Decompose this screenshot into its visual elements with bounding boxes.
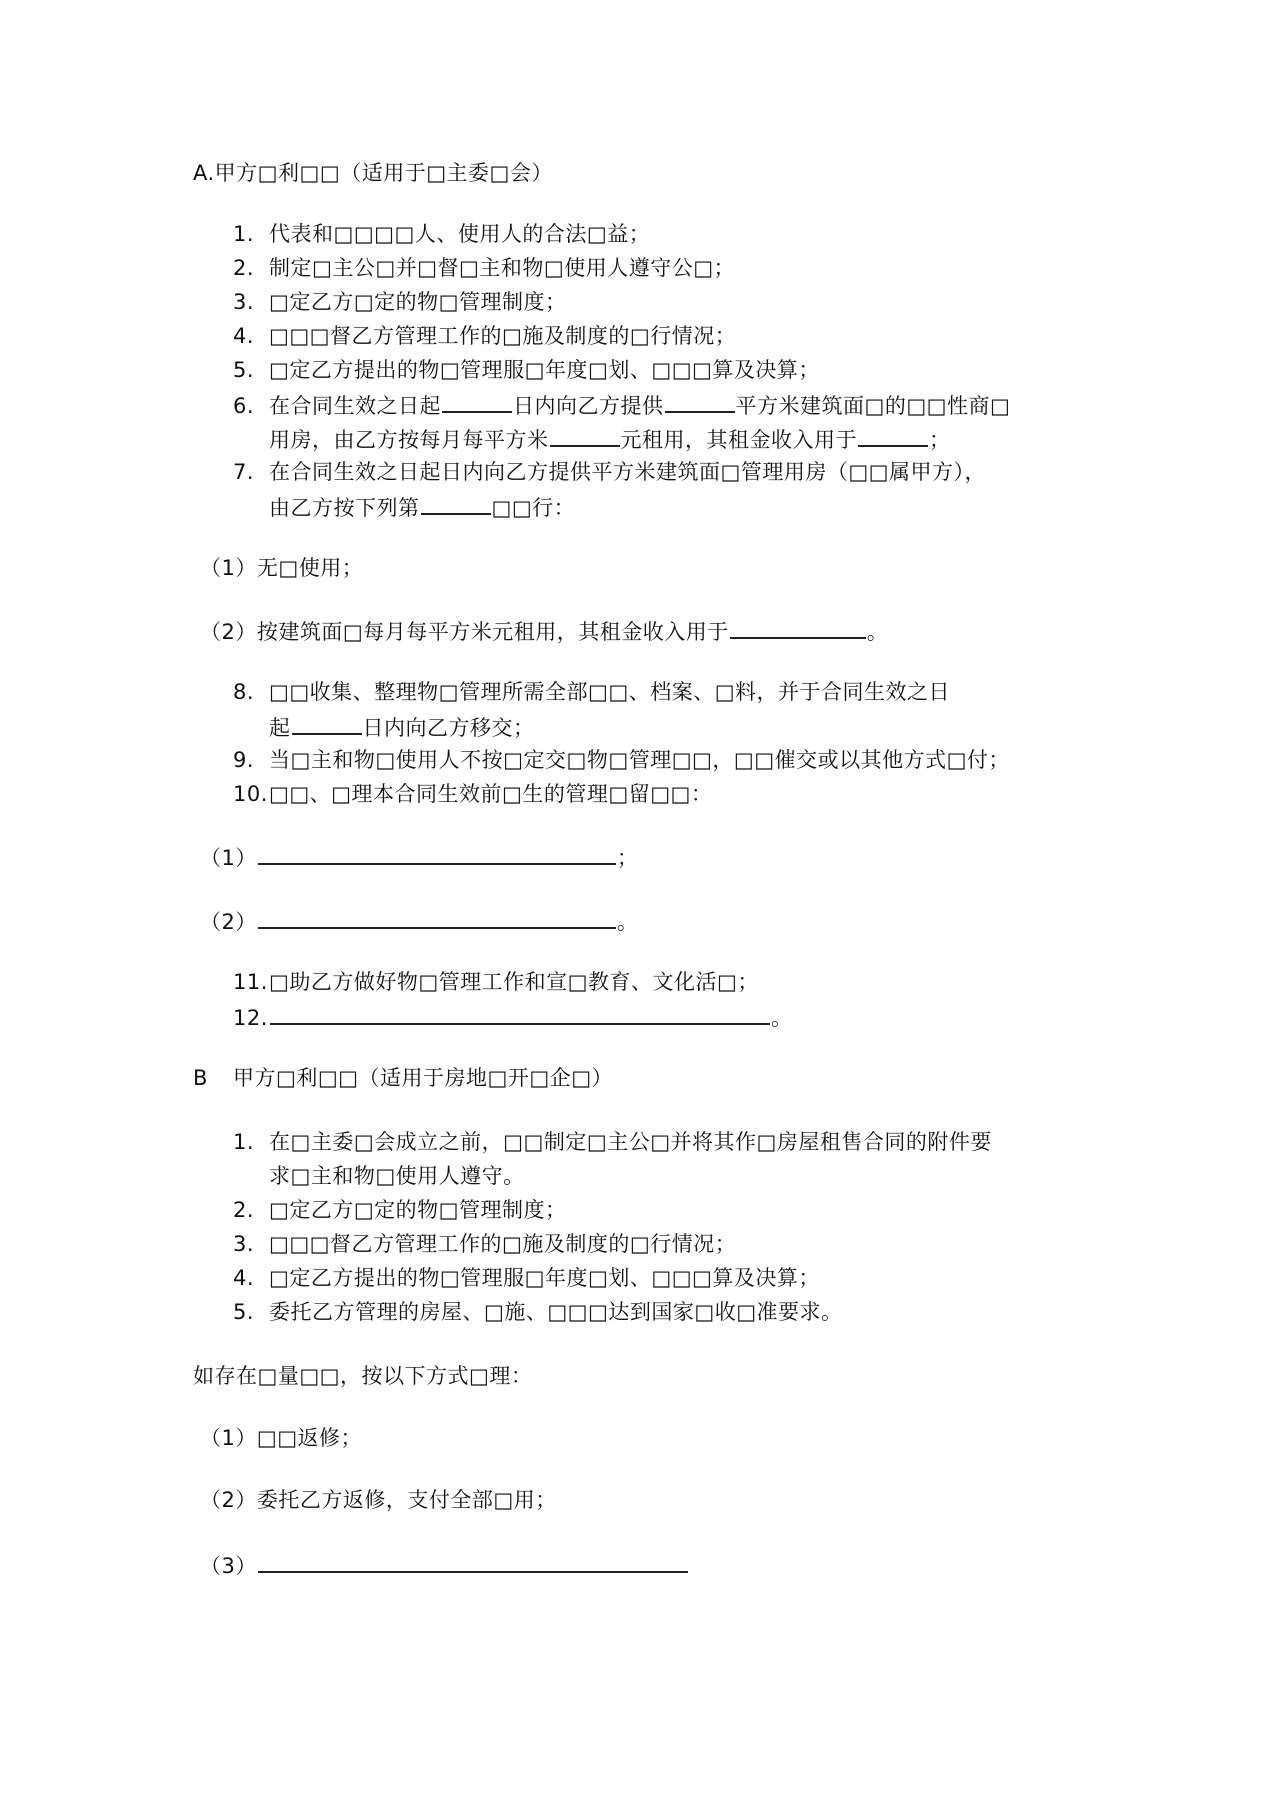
item-text: 用房，由乙方按每月每平方米 — [269, 428, 549, 452]
b-item-5 — [233, 1297, 843, 1327]
option-text: 无□使用； — [256, 556, 364, 580]
option-text: 委托乙方返修，支付全部□用； — [256, 1488, 557, 1512]
item-text: □□、□理本合同生效前□生的管理□留□□： — [269, 782, 713, 806]
fill-blank-issue-2[interactable] — [258, 905, 616, 929]
section-letter: B — [193, 1066, 208, 1090]
item-number: 2. — [233, 1198, 255, 1222]
a-item-11 — [233, 967, 759, 997]
a-item-7-line-2 — [269, 491, 575, 523]
fill-blank-item-12[interactable] — [270, 1001, 770, 1025]
heading-text: 甲方□利□□（适用于房地□开□企□） — [233, 1066, 614, 1090]
option-text: □□返修； — [256, 1426, 363, 1450]
a-item-2 — [233, 253, 735, 283]
a-item-10 — [233, 779, 712, 809]
item-text: □助乙方做好物□管理工作和宣□教育、文化活□； — [269, 970, 759, 994]
option-number: （1） — [200, 556, 257, 580]
item-number: 3. — [233, 1232, 255, 1256]
item-number: 2. — [233, 256, 255, 280]
fill-blank-rent[interactable] — [550, 423, 620, 447]
item-number: 6. — [233, 394, 255, 418]
option-number: （2） — [200, 620, 257, 644]
b-item-1-line-2: 求□主和物□使用人遵守。 — [269, 1164, 525, 1188]
fill-blank-days[interactable] — [292, 711, 362, 735]
item-text: 制定□主公□并□督□主和物□使用人遵守公□； — [269, 256, 736, 280]
item-text: 由乙方按下列第 — [269, 496, 420, 520]
option-number: （1） — [200, 846, 257, 870]
fill-blank-days[interactable] — [442, 389, 512, 413]
punctuation: 。 — [771, 1006, 793, 1030]
a-item-5 — [233, 355, 820, 385]
fill-blank-issue-1[interactable] — [258, 841, 616, 865]
item-text: 起 — [269, 716, 291, 740]
item-text: 平方米建筑面□的□□性商□ — [735, 394, 1011, 418]
item-number: 4. — [233, 324, 255, 348]
item-number: 10. — [233, 782, 268, 806]
item-text: □定乙方□定的物□管理制度； — [269, 290, 567, 314]
item-text: □定乙方提出的物□管理服□年度□划、□□□算及决算； — [269, 358, 820, 382]
a-item-8-line-1 — [233, 677, 950, 707]
fill-blank-usage[interactable] — [858, 423, 928, 447]
section-b-heading — [193, 1063, 613, 1093]
quality-option-2 — [200, 1485, 557, 1515]
item-text: 在合同生效之日起日内向乙方提供平方米建筑面□管理用房（□□属甲方）， — [269, 460, 987, 484]
item-number: 7. — [233, 460, 255, 484]
item-text: 在□主委□会成立之前，□□制定□主公□并将其作□房屋租售合同的附件要 — [269, 1130, 992, 1154]
fill-blank-quality-other[interactable] — [258, 1549, 688, 1573]
item-text: 日内向乙方提供 — [513, 394, 664, 418]
b-item-2 — [233, 1195, 567, 1225]
punctuation: 。 — [616, 910, 639, 934]
item-text: □定乙方□定的物□管理制度； — [269, 1198, 567, 1222]
item-number: 5. — [233, 1300, 255, 1324]
item-number: 8. — [233, 680, 255, 704]
b-item-4 — [233, 1263, 820, 1293]
item-text: 日内向乙方移交； — [362, 716, 535, 740]
option-number: （3） — [200, 1554, 257, 1578]
item-text: 元租用，其租金收入用于 — [620, 428, 857, 452]
a-item-3 — [233, 287, 567, 317]
item-number: 11. — [233, 970, 268, 994]
a-item-8-line-2 — [269, 711, 535, 743]
item-text: □□行： — [491, 496, 576, 520]
item-text: □□□督乙方管理工作的□施及制度的□行情况； — [269, 1232, 737, 1256]
a-item-6-line-2 — [269, 423, 951, 455]
quality-intro: 如存在□量□□，按以下方式□理： — [193, 1364, 533, 1388]
option-number: （2） — [200, 910, 257, 934]
fill-blank-rent-usage[interactable] — [730, 615, 866, 639]
item-number: 12. — [233, 1006, 268, 1030]
item-text: □□收集、整理物□管理所需全部□□、档案、□料，并于合同生效之日 — [269, 680, 951, 704]
a-item-12 — [233, 1001, 793, 1033]
item-number: 5. — [233, 358, 255, 382]
item-number: 4. — [233, 1266, 255, 1290]
quality-option-1 — [200, 1423, 362, 1453]
fill-blank-area[interactable] — [665, 389, 735, 413]
b-item-3 — [233, 1229, 736, 1259]
item-text: 委托乙方管理的房屋、□施、□□□达到国家□收□准要求。 — [269, 1300, 843, 1324]
item-number: 1. — [233, 1130, 255, 1154]
a-item-10-option-1 — [200, 841, 638, 873]
item-text: □□□督乙方管理工作的□施及制度的□行情况； — [269, 324, 737, 348]
item-text: □定乙方提出的物□管理服□年度□划、□□□算及决算； — [269, 1266, 820, 1290]
item-text: 代表和□□□□人、使用人的合法□益； — [269, 222, 651, 246]
a-item-9 — [233, 745, 1010, 775]
option-text: 按建筑面□每月每平方米元租用，其租金收入用于 — [256, 620, 729, 644]
item-number: 1. — [233, 222, 255, 246]
item-text: 当□主和物□使用人不按□定交□物□管理□□，□□催交或以其他方式□付； — [269, 748, 1010, 772]
punctuation: ； — [616, 846, 639, 870]
option-number: （2） — [200, 1488, 257, 1512]
section-a-heading: A.甲方□利□□（适用于□主委□会） — [193, 161, 553, 185]
a-item-10-option-2 — [200, 905, 638, 937]
punctuation: 。 — [866, 620, 889, 644]
fill-blank-option[interactable] — [421, 491, 491, 515]
b-item-1-line-1 — [233, 1127, 992, 1157]
a-item-1 — [233, 219, 650, 249]
a-item-6-line-1 — [233, 389, 1010, 421]
quality-option-3 — [200, 1549, 689, 1581]
item-text: 在合同生效之日起 — [269, 394, 441, 418]
item-number: 9. — [233, 748, 255, 772]
a-item-7-option-1 — [200, 553, 363, 583]
a-item-7-option-2 — [200, 615, 888, 647]
a-item-4 — [233, 321, 736, 351]
item-number: 3. — [233, 290, 255, 314]
option-number: （1） — [200, 1426, 257, 1450]
item-text: ； — [929, 428, 951, 452]
a-item-7-line-1 — [233, 457, 986, 487]
